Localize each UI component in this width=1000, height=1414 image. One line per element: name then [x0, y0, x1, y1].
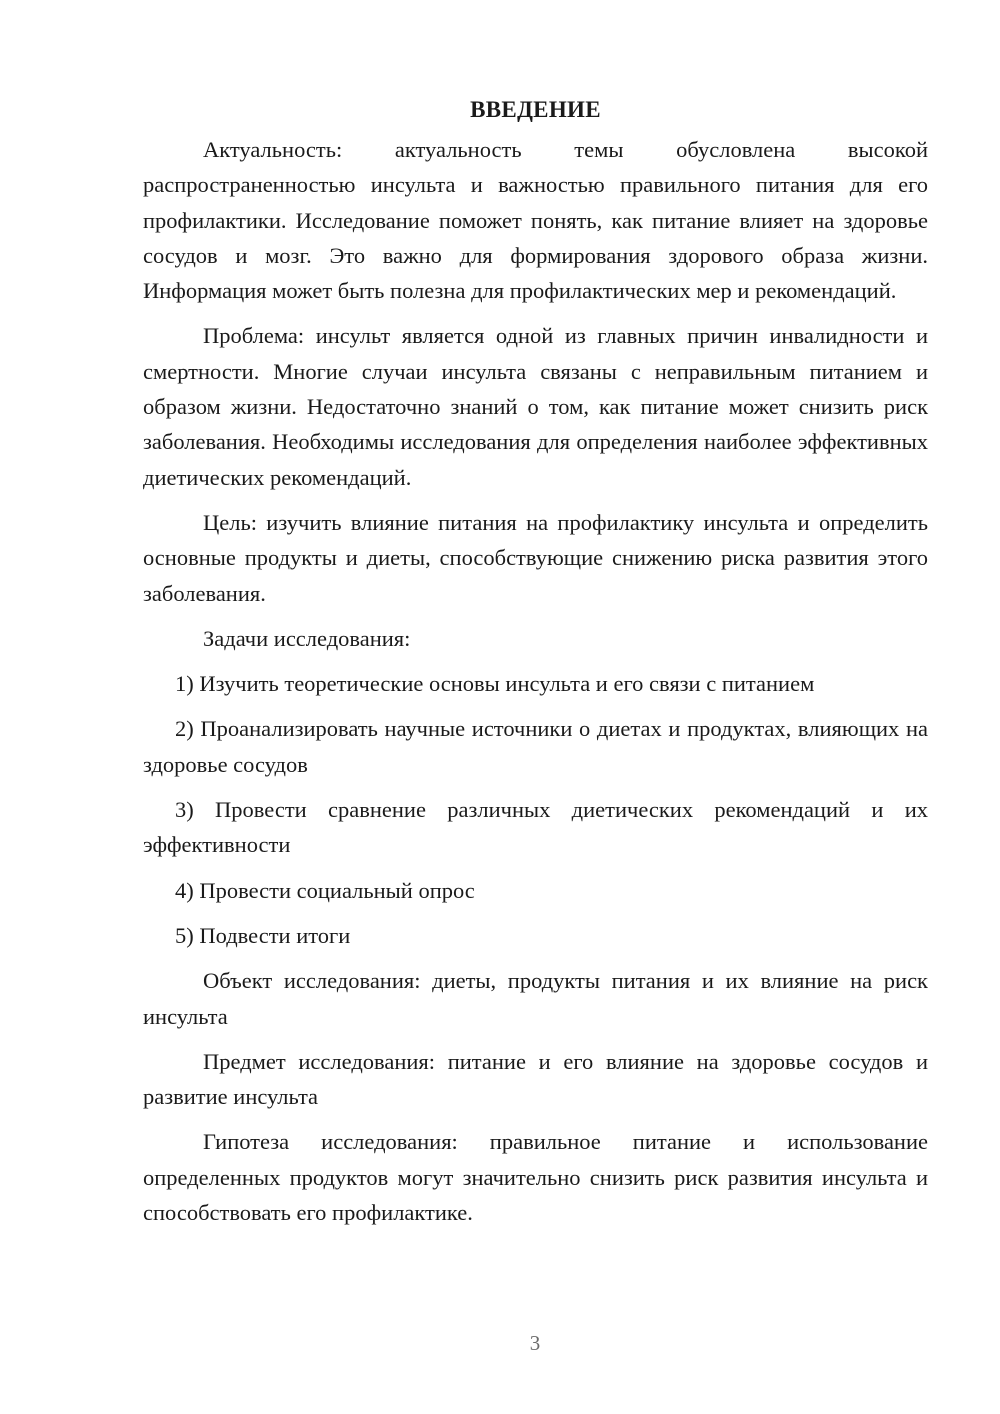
task-item: 3) Провести сравнение различных диетических рекомендаций и их эффективности: [143, 797, 928, 858]
task-item: 5) Подвести итоги: [175, 922, 351, 948]
relevance-paragraph: Актуальность: актуальность темы обусловлена высокой распространенностью инсульта и важностью правильного питания для его профилактики. Исследование поможет понять, как питание влияет на здоровье сосудов и мозг. Это важно для формирования здорового образа жизни. Информация может быть полезна для профилактических мер и рекомендаций.: [143, 137, 928, 304]
document-page: [143, 92, 928, 1240]
problem-paragraph: Проблема: инсульт является одной из главных причин инвалидности и смертности. Многие случаи инсульта связаны с неправильным питанием и образом жизни. Недостаточно знаний о том, как питание может снизить риск заболевания. Необходимы исследования для определения наиболее эффективных диетических рекомендаций.: [143, 323, 928, 490]
task-item: 1) Изучить теоретические основы инсульта и его связи с питанием: [175, 671, 815, 697]
page-number: 3: [529, 1331, 541, 1355]
goal-paragraph: Цель: изучить влияние питания на профилактику инсульта и определить основные продукты и диеты, способствующие снижению риска развития этого заболевания.: [143, 509, 928, 606]
task-item: 4) Провести социальный опрос: [175, 877, 475, 903]
task-item: 2) Проанализировать научные источники о диетах и продуктах, влияющих на здоровье сосудов: [143, 716, 928, 777]
page-title: ВВЕДЕНИЕ: [470, 97, 601, 122]
hypothesis-paragraph: Гипотеза исследования: правильное питание и использование определенных продуктов могут значительно снизить риск развития инсульта и способствовать его профилактике.: [143, 1129, 928, 1226]
subject-paragraph: Предмет исследования: питание и его влияние на здоровье сосудов и развитие инсульта: [143, 1048, 928, 1110]
tasks-heading: Задачи исследования:: [203, 625, 411, 651]
object-paragraph: Объект исследования: диеты, продукты питания и их влияние на риск инсульта: [143, 968, 928, 1029]
